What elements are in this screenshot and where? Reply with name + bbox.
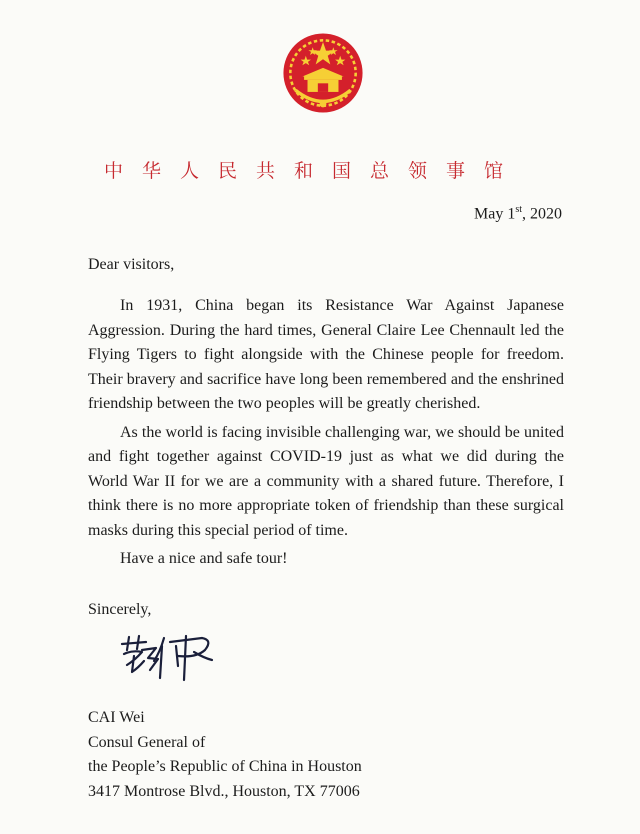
date-suffix: st bbox=[515, 204, 522, 215]
paragraph: As the world is facing invisible challenging war, we should be united and fight together against COVID-19 just as what we did during the World War II for we are a community with a shared future. Therefore, I think there is no more appropriate token of friendship than these surgical masks during this special period of time. bbox=[88, 423, 564, 539]
consulate-name: 中华人民共和国总领事馆 bbox=[103, 160, 522, 182]
paragraph: Have a nice and safe tour! bbox=[120, 550, 288, 567]
signer-address: 3417 Montrose Blvd., Houston, TX 77006 bbox=[88, 782, 360, 800]
closing: Sincerely, bbox=[88, 601, 152, 618]
signer-organization: the People’s Republic of China in Houston bbox=[88, 758, 362, 775]
date-month-day: May 1 bbox=[474, 205, 516, 223]
handwritten-signature-icon bbox=[118, 628, 218, 682]
signer-name: CAI Wei bbox=[88, 709, 145, 726]
salutation: Dear visitors, bbox=[88, 256, 175, 273]
signer-title: Consul General of bbox=[88, 733, 206, 751]
national-emblem-icon bbox=[280, 30, 366, 116]
letter-body bbox=[88, 294, 564, 576]
signer-block bbox=[88, 706, 362, 804]
letter-date bbox=[474, 204, 562, 223]
paragraph: In 1931, China began its Resistance War Against Japanese Aggression. During the hard times, General Claire Lee Chennault led the Flying Tigers to fight alongside with the Chinese people for freedom. Their bravery and sacrifice have long been remembered and the enshrined friendship between the two peoples will be greatly cherished. bbox=[88, 297, 564, 412]
date-year: , 2020 bbox=[522, 205, 562, 223]
